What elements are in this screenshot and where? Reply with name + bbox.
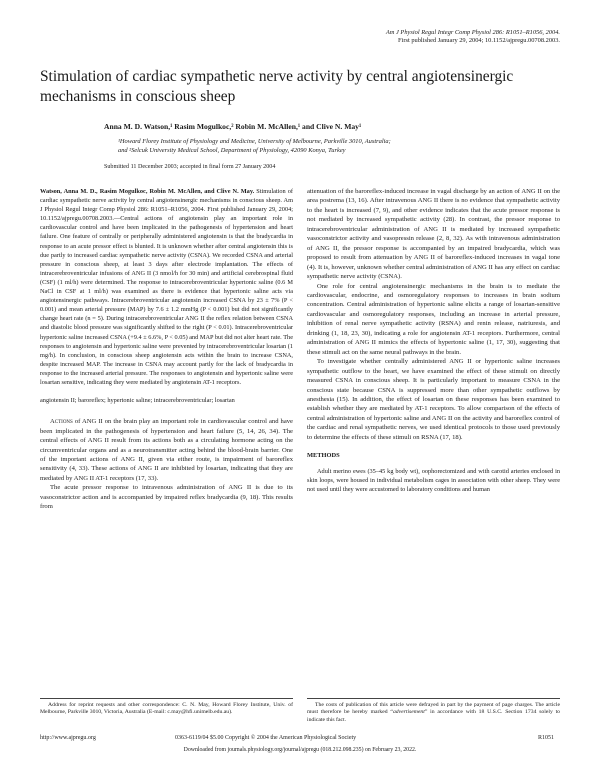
abstract-authors: Watson, Anna M. D., Rasim Mogulkoc, Robin M. McAllen, and Clive N. May.	[40, 188, 255, 195]
article-title: Stimulation of cardiac sympathetic nerve activity by central angiotensinergic mechanisms in conscious sheep	[40, 68, 514, 105]
abstract-text: Stimulation of cardiac sympathetic nerve activity by central angiotensinergic mechanisms in conscious sheep. Am J Physiol Regul Integr Comp Physiol 286: R1051–R1056, 2004. First published January 29, 2004; 10.1152/ajpregu.00708.2003.—Central actions of angiotensin play an important role in cardiovascular control and have been implicated in the pathogenesis of hypertension and heart failure. One feature of centrally or peripherally administered angiotensin is that the bradycardia in response to an acute pressor effect is blunted. It is unknown whether after central angiotensin this is due partly to increased cardiac sympathetic nerve activity (CSNA). We recorded CSNA and arterial pressure in conscious sheep, at least 3 days after electrode implantation. The effects of intracerebroventricular infusions of ANG II (3 nmol/h for 30 min) and artificial cerebrospinal fluid (CSF) (1 ml/h) were determined. The response to intracerebroventricular hypertonic saline (0.6 M NaCl in CSF at 1 ml/h) was examined as there is evidence that hypertonic saline acts via angiotensinergic pathways. Intracerebroventricular angiotensin increased CSNA by 23 ± 7% (P < 0.001) and mean arterial pressure (MAP) by 7.6 ± 1.2 mmHg (P < 0.001) but did not significantly change heart rate (n = 5). During intracerebroventricular ANG II the reflex relation between CSNA and diastolic blood pressure was significantly shifted to the right (P < 0.01). Intracerebroventricular hypertonic saline increased CSNA (+9.4 ± 6.6%, P < 0.05) and MAP but did not alter heart rate. The responses to angiotensin and hypertonic saline were prevented by intracerebroventricular losartan (1 mg/h). In conclusion, in conscious sheep angiotensin acts within the brain to increase CSNA, despite increased MAP. The increase in CSNA may account partly for the lack of bradycardia in response to the increased arterial pressure. The responses to angiotensin and hypertonic saline were losartan sensitive, indicating they were mediated by angiotensin AT-1 receptors.	[40, 188, 293, 386]
body-paragraph-1: attenuation of the baroreflex-induced increase in vagal discharge by an action of ANG II on the area postrema (13, 16). After intravenous ANG II there is no evidence that sympathetic activity to the heart is increased (7, 9), and other evidence indicates that the acute pressor response is not mediated by increased sympathetic activity (28). In contrast, the pressor response to intracerebroventricular administration of ANG II is mediated by increased sympathetic vasoconstrictor activity and vasopressin release (2, 8, 32). As with intravenous administration of ANG II, the pressor response is accompanied by an impaired bradycardia, which was proposed to result from attenuation by ANG II of baroreflex-induced increases in vagal tone (4). It is, however, unknown whether central administration of ANG II has any effect on cardiac sympathetic nerve activity (CSNA).	[307, 188, 560, 281]
right-column	[307, 187, 560, 494]
methods-heading: METHODS	[307, 452, 340, 460]
running-head-citation: Am J Physiol Regul Integr Comp Physiol 286: R1051–R1056, 2004.	[385, 29, 560, 36]
page-number: R1051	[538, 735, 555, 741]
keywords: angiotensin II; baroreflex; hypertonic saline; intracerebroventricular; losartan	[40, 397, 235, 405]
submission-dates: Submitted 11 December 2003; accepted in final form 27 January 2004	[104, 164, 276, 170]
footnote-rule-right	[307, 698, 560, 699]
body-paragraph-2: One role for central angiotensinergic mechanisms in the brain is to mediate the cardiovascular, endocrine, and osmoregulatory responses to increases in brain sodium concentration. Central administration of hypertonic saline elicits a range of losartan-sensitive cardiovascular and osmoregulatory responses, including an increase in arterial pressure, inhibition of renal nerve sympathetic activity (RSNA) and renin release, natriuresis, and drinking (1, 18, 23, 30), indicating a role for angiotensin AT-1 receptors. Furthermore, central administration of ANG II mimics the effects of hypertonic saline (1, 17, 30), suggesting that these stimuli act on the same neural pathways in the brain.	[307, 282, 560, 356]
methods-paragraph: Adult merino ewes (35–45 kg body wt), oophorectomized and with carotid arteries enclosed in skin loops, were housed in individual metabolism cages in association with other sheep. They were not used until they were accustomed to laboratory conditions and human	[307, 467, 560, 493]
body-paragraph-3: To investigate whether centrally administered ANG II or hypertonic saline increases sympathetic outflow to the heart, we have examined the effect of these stimuli on directly measured CSNA in conscious sheep. It is particularly important to measure CSNA in the conscious state because CSNA is suppressed more than other sympathetic outflows by anesthesia (15). In addition, the effect of losartan on these responses has been examined to establish whether they are mediated by AT-1 receptors. To allow comparison of the effects of central administration of hypertonic saline and ANG II on the activity and baroreflex control of the cardiac and renal sympathetic nerves, we used identical protocols to those used previously to determine the effects of these stimuli on RSNA (17, 18).	[307, 358, 560, 441]
abstract	[40, 187, 293, 387]
intro-paragraph-1: Actions of ANG II on the brain play an important role in cardiovascular control and have been implicated in the pathogenesis of hypertension and heart failure (5, 14, 26, 34). The central effects of ANG II result from its actions both as a circulating hormone acting on the circumventricular organs and as a neurotransmitter acting behind the blood-brain barrier. One of the important actions of ANG II, given via either route, is impairment of baroreflex sensitivity (4, 33). These actions of ANG II are inhibited by losartan, indicating that they are mediated by ANG II AT-1 receptors (17, 33).	[40, 418, 293, 482]
intro-paragraph-2: The acute pressor response to intravenous administration of ANG II is due to its vasoconstrictor action and is accompanied by impaired reflex bradycardia (9, 18). This results from	[40, 484, 293, 511]
journal-url[interactable]: http://www.ajpregu.org	[40, 735, 96, 741]
running-head	[386, 29, 560, 46]
affiliation-2: and ²Selcuk University Medical School, Department of Physiology, 42090 Konya, Turkey	[118, 147, 346, 155]
download-notice: Downloaded from journals.physiology.org/journal/ajpregu (018.212.098.235) on February 23, 2022.	[183, 747, 417, 753]
running-head-doi: First published January 29, 2004; 10.1152/ajpregu.00708.2003.	[398, 37, 560, 45]
affiliation-1: ¹Howard Florey Institute of Physiology and Medicine, University of Melbourne, Parkville 3010, Australia;	[118, 138, 391, 145]
page-charges-footnote: The costs of publication of this article were defrayed in part by the payment of page charges. The article must therefore be hereby marked “advertisement” in accordance with 18 U.S.C. Section 1734 solely to indicate this fact.	[307, 702, 560, 723]
correspondence-footnote: Address for reprint requests and other correspondence: C. N. May, Howard Florey Institute, Univ. of Melbourne, Parkville 3010, Victoria, Australia (E-mail: c.may@hfi.unimelb.edu.au).	[40, 702, 293, 716]
intro-lead-word: Actions	[50, 418, 73, 426]
left-column	[40, 187, 293, 512]
copyright-line: 0363-6119/04 $5.00 Copyright © 2004 the American Physiological Society	[175, 735, 357, 741]
author-list: Anna M. D. Watson,¹ Rasim Mogulkoc,² Robin M. McAllen,¹ and Clive N. May¹	[104, 122, 362, 131]
footnote-rule-left	[40, 698, 293, 699]
affiliations	[118, 137, 558, 156]
